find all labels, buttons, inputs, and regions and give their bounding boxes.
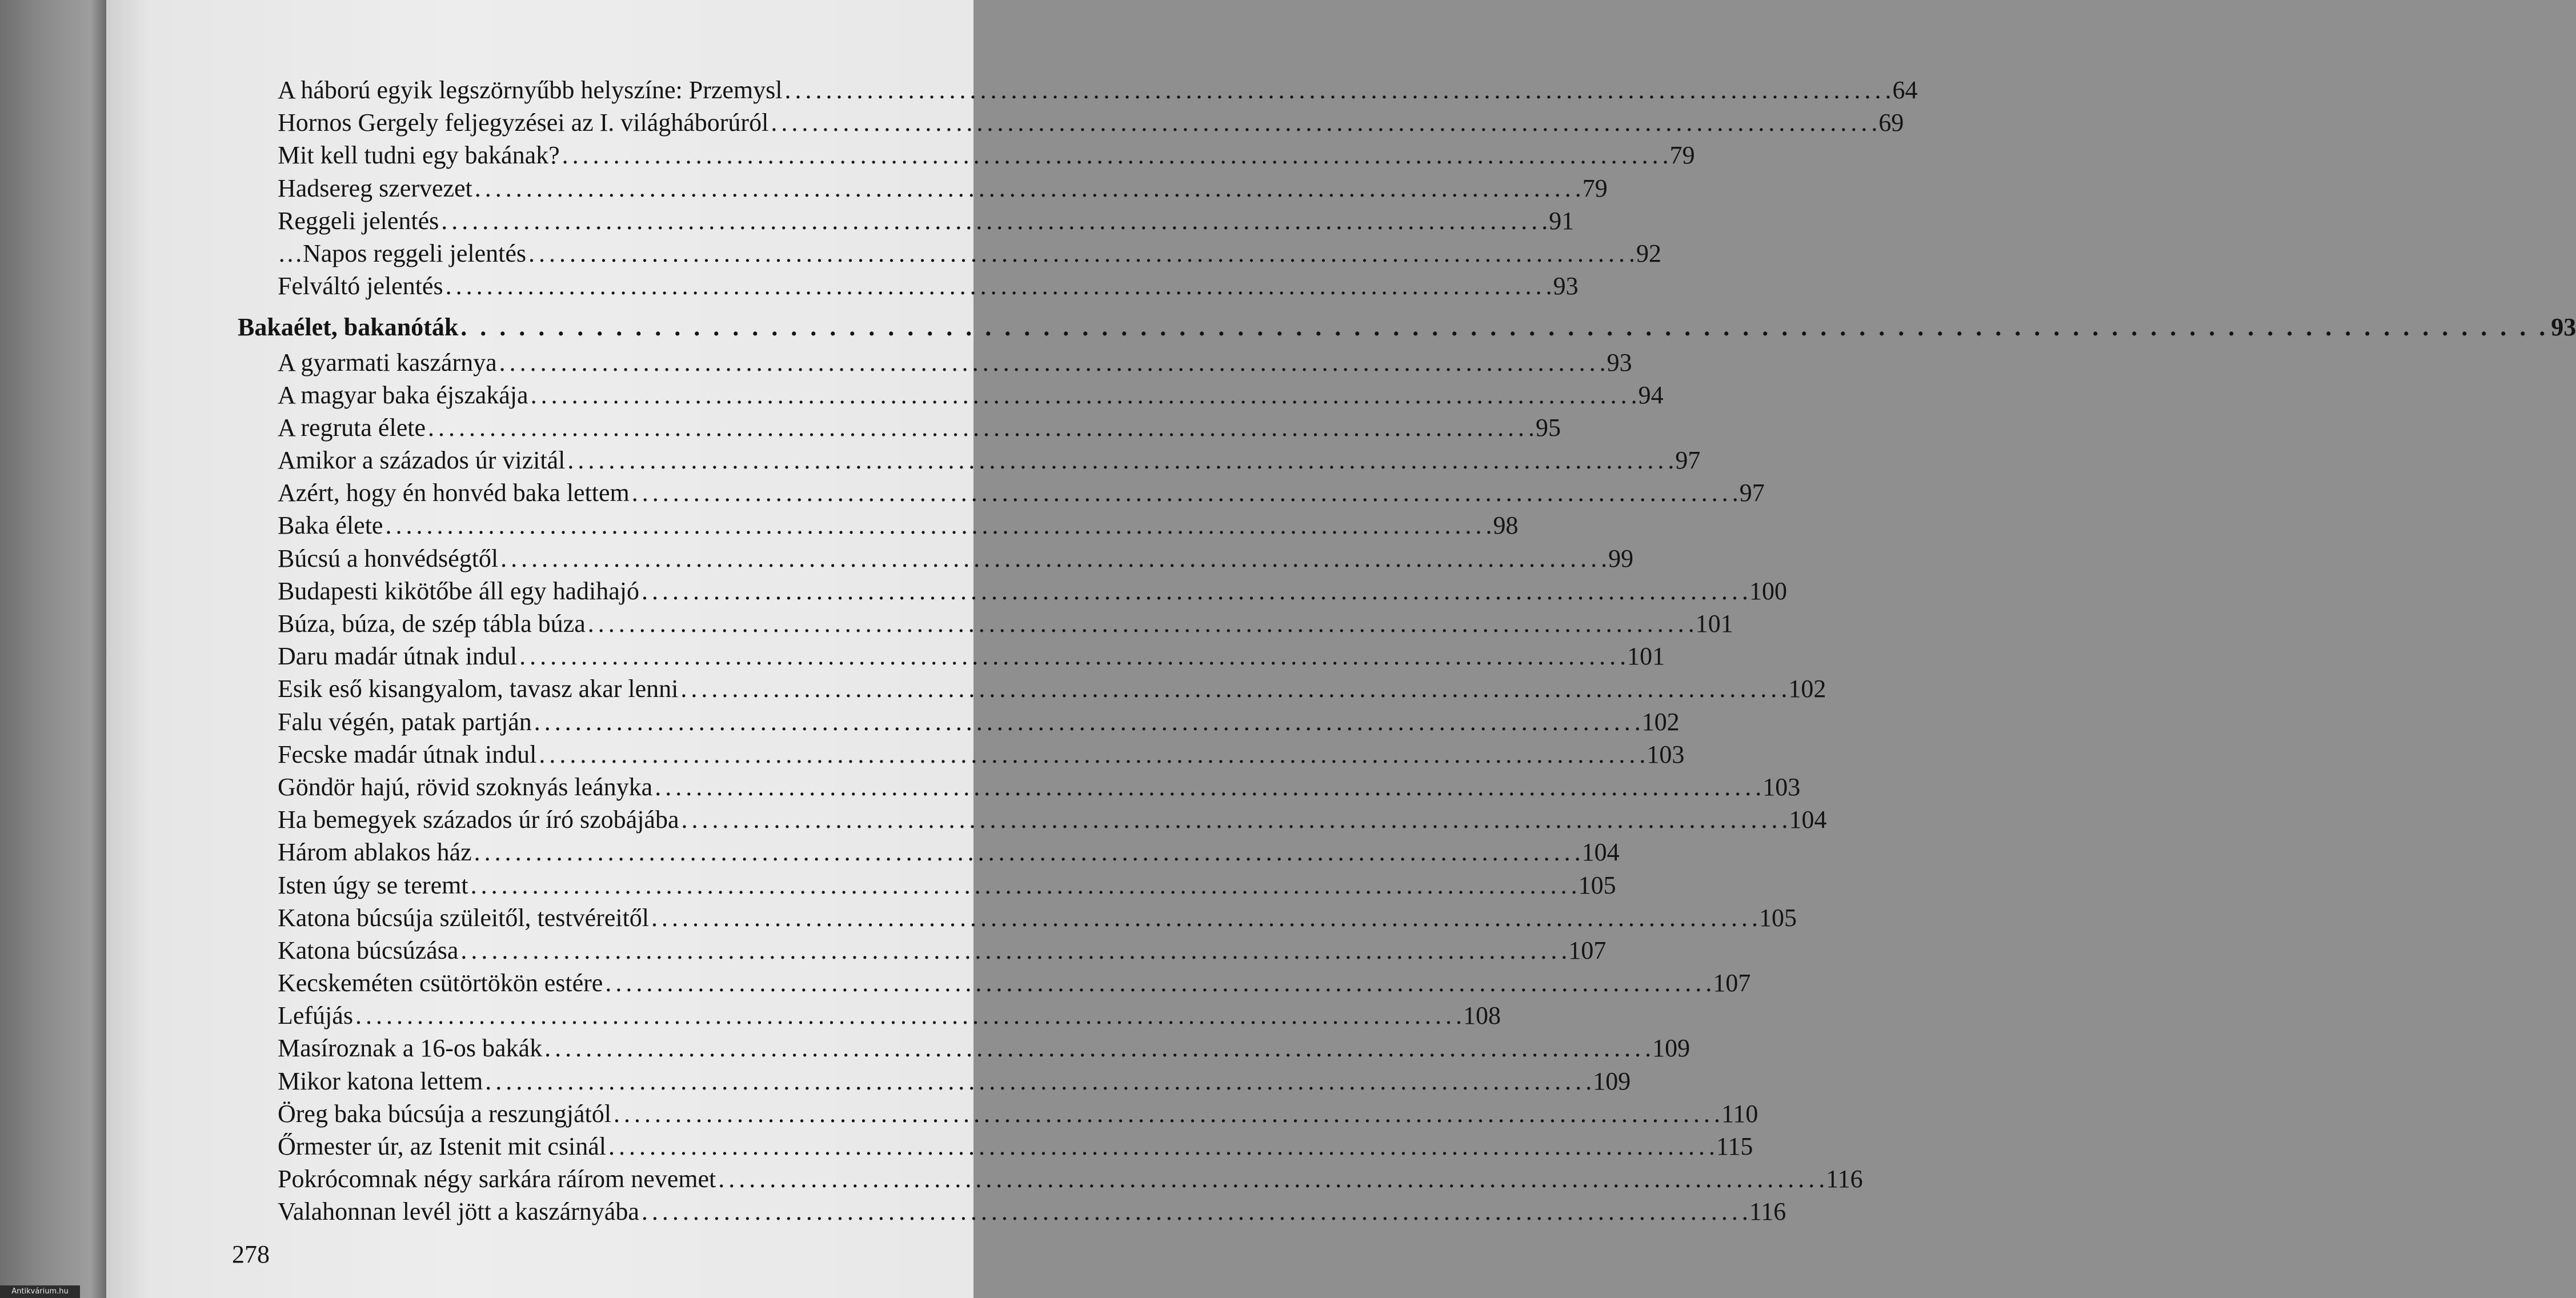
toc-entry-title: Isten úgy se teremt (278, 871, 468, 899)
toc-entry-title: Kecskeméten csütörtökön estére (278, 969, 603, 997)
toc-entry (238, 838, 1620, 870)
page-number: 278 (232, 1240, 270, 1268)
toc-entry-page: 94 (1638, 380, 1664, 409)
toc-dot-leader (475, 174, 1580, 203)
toc-dot-leader (784, 75, 1890, 105)
toc-entry (238, 1001, 1501, 1033)
toc-entry (238, 544, 1634, 576)
toc-entry-title: Felváltó jelentés (278, 272, 443, 301)
toc-entry-title: Fecske madár útnak indul (278, 740, 537, 768)
toc-entry (238, 1067, 1631, 1099)
toc-entry (238, 1197, 1786, 1229)
toc-entry-page: 115 (1716, 1132, 1753, 1160)
toc-section-heading (238, 313, 2576, 345)
toc-entry-title: Amikor a százados úr vizitál (278, 446, 566, 475)
toc-entry-page: 107 (1568, 936, 1607, 964)
toc-dot-leader (544, 1033, 1650, 1063)
toc-entry-page: 69 (1878, 109, 1904, 137)
toc-entry-page: 99 (1608, 544, 1634, 572)
toc-entry (238, 446, 1701, 478)
toc-entry-page: 93 (2551, 313, 2576, 342)
toc-entry-page: 104 (1789, 806, 1827, 834)
toc-dot-leader (588, 609, 1693, 638)
toc-dot-leader (718, 1164, 1824, 1193)
toc-entry (238, 348, 1632, 380)
toc-entry-page: 92 (1636, 239, 1661, 267)
toc-entry (238, 903, 1797, 936)
toc-dot-leader (474, 838, 1580, 867)
toc-entry-page: 98 (1493, 511, 1519, 540)
toc-entry (238, 75, 1918, 108)
toc-dot-leader (441, 206, 1547, 235)
toc-entry (238, 1033, 1690, 1066)
toc-dot-leader (534, 707, 1640, 736)
toc-entry-title: Katona búcsúzása (278, 936, 459, 964)
toc-dot-leader (562, 141, 1668, 170)
toc-entry-title: Falu végén, patak partján (278, 707, 532, 736)
toc-entry-page: 103 (1762, 772, 1801, 801)
toc-entry-title: Mit kell tudni egy bakának? (278, 141, 560, 170)
toc-entry-page: 91 (1549, 206, 1575, 235)
toc-entry-page: 79 (1582, 174, 1608, 202)
toc-dot-leader (651, 903, 1757, 932)
toc-entry (238, 511, 1519, 543)
toc-entry-page: 102 (1641, 707, 1680, 736)
toc-dot-leader (471, 871, 1576, 900)
toc-dot-leader (500, 544, 1606, 573)
toc-entry-page: 79 (1669, 141, 1695, 170)
toc-dot-leader (499, 348, 1605, 377)
toc-entry-title: Búza, búza, de szép tábla búza (278, 610, 586, 638)
toc-entry-title: Pokrócomnak négy sarkára ráírom nevemet (278, 1165, 716, 1193)
toc-entry-title: Három ablakos ház (278, 838, 472, 867)
toc-entry-page: 103 (1646, 740, 1685, 768)
toc-entry-title: Masíroznak a 16-os bakák (278, 1034, 543, 1063)
toc-entry-title: Hornos Gergely feljegyzései az I. világháborúról (278, 109, 769, 137)
toc-dot-leader (446, 271, 1551, 301)
toc-entry (238, 609, 1733, 642)
toc-entry-page: 101 (1627, 642, 1665, 671)
toc-dot-leader (385, 511, 1491, 540)
toc-entry-page: 116 (1826, 1165, 1863, 1193)
toc-entry (238, 772, 1801, 805)
toc-entry-title: Öreg baka búcsúja a reszungjától (278, 1099, 611, 1128)
toc-entry-page: 105 (1759, 903, 1797, 932)
toc-entry (238, 1099, 1758, 1132)
toc-entry-title: Reggeli jelentés (278, 206, 439, 235)
toc-entry-title: Katona búcsúja szüleitől, testvéreitől (278, 903, 650, 932)
toc-entry (238, 642, 1665, 674)
toc-dot-leader (485, 1067, 1591, 1096)
toc-entry-title: Bakaélet, bakanóták (238, 313, 459, 342)
toc-entry-page: 93 (1553, 272, 1579, 301)
toc-dot-leader (460, 936, 1566, 965)
toc-entry-title: Valahonnan levél jött a kaszárnyába (278, 1197, 639, 1226)
toc-entry (238, 413, 1561, 446)
toc-entry-page: 105 (1578, 871, 1616, 899)
toc-entry-title: A regruta élete (278, 413, 426, 442)
toc-entry (238, 271, 1579, 304)
toc-entry-page: 116 (1749, 1197, 1786, 1226)
toc-entry-page: 95 (1535, 413, 1561, 442)
toc-dot-leader (539, 740, 1644, 769)
watermark: Antikvárium.hu (0, 1285, 80, 1298)
toc-entry (238, 936, 1607, 968)
toc-entry (238, 380, 1664, 413)
toc-entry (238, 108, 1904, 141)
toc-entry (238, 1132, 1753, 1164)
toc-entry (238, 674, 1826, 707)
toc-dot-leader (655, 772, 1760, 802)
toc-entry (238, 206, 1575, 239)
toc-dot-leader (680, 674, 1786, 703)
toc-entry-title: Budapesti kikötőbe áll egy hadihajó (278, 576, 639, 605)
toc-entry (238, 239, 1661, 271)
toc-entry-title: Búcsú a honvédségtől (278, 544, 499, 572)
toc-entry (238, 968, 1751, 1001)
toc-entry-title: Őrmester úr, az Istenit mit csinál (278, 1132, 606, 1160)
toc-entry-title: A magyar baka éjszakája (278, 380, 528, 409)
toc-entry-page: 100 (1749, 576, 1787, 605)
toc-entry-title: Azért, hogy én honvéd baka lettem (278, 479, 630, 507)
toc-dot-leader (519, 642, 1625, 671)
toc-dot-leader (642, 576, 1747, 606)
toc-dot-leader (642, 1197, 1747, 1226)
toc-entry (238, 805, 1827, 838)
toc-entry-page: 110 (1721, 1099, 1758, 1128)
toc-entry-page: 109 (1652, 1034, 1690, 1063)
toc-entry-page: 107 (1713, 969, 1751, 997)
toc-entry-title: A háború egyik legszörnyűbb helyszíne: Przemysl (278, 76, 783, 104)
toc-entry (238, 871, 1616, 903)
toc-dot-leader (608, 1132, 1714, 1161)
toc-entry (238, 576, 1787, 609)
toc-entry (238, 141, 1695, 173)
toc-dot-leader (528, 239, 1634, 268)
toc-entry (238, 740, 1685, 772)
toc-entry-title: Daru madár útnak indul (278, 642, 518, 671)
toc-entry-title: Baka élete (278, 511, 383, 540)
toc-dot-leader (632, 478, 1737, 507)
toc-dot-leader (531, 380, 1636, 410)
toc-entry-title: Mikor katona lettem (278, 1067, 483, 1095)
toc-entry-page: 101 (1695, 610, 1733, 638)
toc-entry (238, 478, 1765, 511)
toc-dot-leader (605, 968, 1710, 997)
toc-entry-page: 97 (1675, 446, 1701, 475)
toc-entry-title: Lefújás (278, 1001, 353, 1030)
toc-entry-page: 97 (1739, 479, 1765, 507)
toc-dot-leader (355, 1001, 1461, 1030)
toc-dot-leader (460, 313, 2549, 342)
toc-entry-page: 93 (1607, 348, 1632, 376)
toc-entry-page: 108 (1463, 1001, 1501, 1030)
toc-dot-leader (567, 446, 1673, 475)
toc-entry (238, 174, 1608, 206)
table-of-contents (238, 75, 2576, 1230)
toc-entry-title: Hadsereg szervezet (278, 174, 472, 202)
toc-dot-leader (771, 108, 1876, 137)
toc-entry-title: Ha bemegyek százados úr író szobájába (278, 806, 679, 834)
toc-entry-page: 104 (1581, 838, 1620, 867)
toc-entry (238, 1164, 1863, 1197)
toc-entry-title: Göndör hajú, rövid szoknyás leányka (278, 772, 653, 801)
toc-dot-leader (681, 805, 1786, 834)
toc-entry (238, 707, 1680, 740)
toc-entry-title: A gyarmati kaszárnya (278, 348, 497, 376)
toc-entry-title: …Napos reggeli jelentés (278, 239, 526, 267)
toc-dot-leader (614, 1099, 1719, 1128)
toc-entry-page: 109 (1593, 1067, 1631, 1095)
toc-entry-title: Esik eső kisangyalom, tavasz akar lenni (278, 675, 679, 703)
toc-dot-leader (428, 413, 1533, 442)
book-page (106, 0, 2576, 1298)
book-binding-shadow (0, 0, 106, 1298)
toc-entry-page: 102 (1788, 675, 1826, 703)
toc-entry-page: 64 (1892, 76, 1918, 104)
